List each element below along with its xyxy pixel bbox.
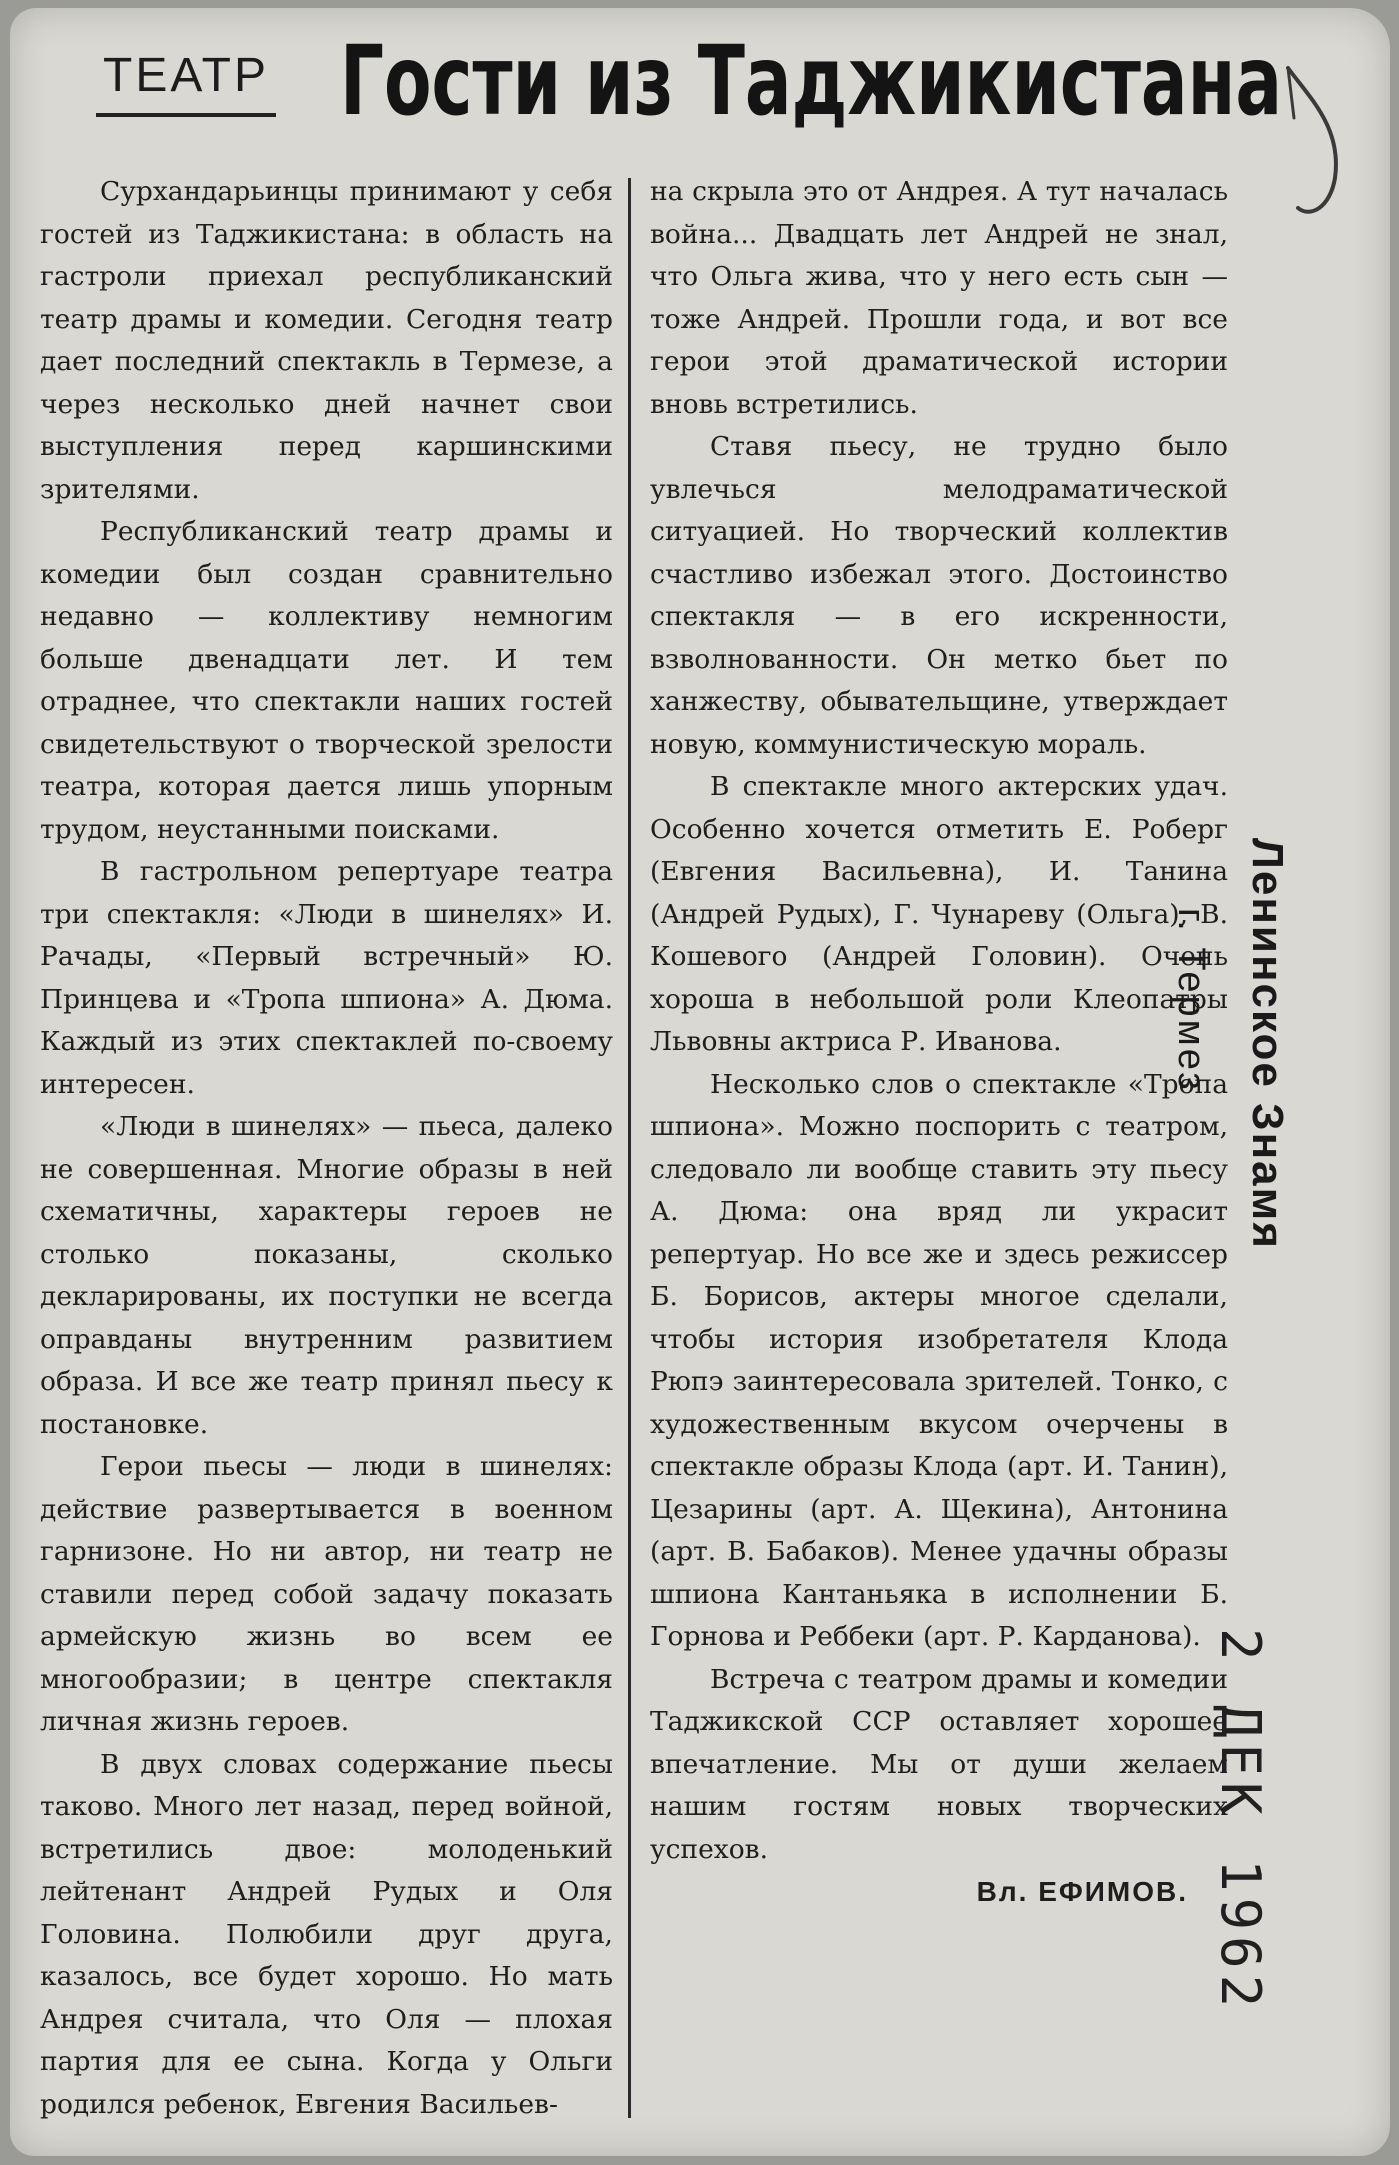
paragraph: Республиканский театр драмы и комедии был создан сравнительно недавно — коллективу немногим больше двенадцати лет. И тем отраднее, что спектакли наших гостей свидетельствуют о творческой зрелости театра, которая дается лишь упорным трудом, неустанными поисками. [40,516,613,845]
paragraph: В спектакле много актерских удач. Особенно хочется отметить Е. Роберг (Евгения Васильевна), И. Танина (Андрей Рудых), Г. Чунареву (Ольга), В. Кошевого (Андрей Головин). Очень хороша в небольшой роли Клеопатры Львовны актриса Р. Иванова. [650,771,1228,1057]
paragraph: В гастрольном репертуаре театра три спектакля: «Люди в шинелях» И. Рачады, «Первый встречный» Ю. Принцева и «Тропа шпиона» А. Дюма. Каждый из этих спектаклей по-своему интересен. [40,856,613,1100]
article-column-left [40,171,613,2126]
paragraph: Встреча с театром драмы и комедии Таджикской ССР оставляет хорошее впечатление. Мы от души желаем нашим гостям новых творческих успехов. [650,1663,1228,1865]
paragraph: Сурхандарьинцы принимают у себя гостей из Таджикистана: в область на гастроли приехал республиканский театр драмы и комедии. Сегодня театр дает последний спектакль в Термезе, а через несколько дней начнет свои выступления перед каршинскими зрителями. [40,176,613,505]
newspaper-clipping [10,8,1390,2156]
date-stamp: 2 ДЕК 1962 [1209,1628,1272,2014]
author-signature: Вл. ЕФИМОВ. [976,1876,1188,1907]
paragraph: Несколько слов о спектакле «Тропа шпиона». Можно поспорить с театром, следовало ли вообще ставить эту пьесу А. Дюма: она вряд ли украсит репертуар. Но все же и здесь режиссер Б. Борисов, актеры многое сделали, чтобы история изобретателя Клода Рюпэ заинтересовала зрителей. Тонко, с художественным вкусом очерчены в спектакле образы Клода (арт. И. Танин), Цезарины (арт. А. Щекина), Антонина (арт. В. Бабаков). Менее удачны образы шпиона Кантаньяка в исполнении Б. Горнова и Реббеки (арт. Р. Карданова). [650,1068,1228,1652]
paragraph-continuation: на скрыла это от Андрея. А тут началась война... Двадцать лет Андрей не знал, что Ольга жива, что у него есть сын — тоже Андрей. Прошли года, и вот все герои этой драматической истории вновь встретились. [650,176,1228,420]
pencil-mark-icon [1280,58,1350,228]
column-divider [628,178,631,2118]
paragraph: Ставя пьесу, не трудно было увлечься мелодраматической ситуацией. Но творческий коллектив счастливо избежал этого. Достоинство спектакля — в его искренности, взволнованности. Он метко бьет по ханжеству, обывательщине, утверждает новую, коммунистическую мораль. [650,431,1228,760]
paragraph: В двух словах содержание пьесы таково. Много лет назад, перед войной, встретились двое: молоденький лейтенант Андрей Рудых и Оля Головина. Полюбили друг друга, казалось, все будет хорошо. Но мать Андрея считала, что Оля — плохая партия для ее сына. Когда у Ольги родился ребенок, Евгения Васильев- [40,1748,613,2120]
paragraph: Герои пьесы — люди в шинелях: действие развертывается в военном гарнизоне. Но ни автор, ни театр не ставили перед собой задачу показать армейскую жизнь во всем ее многообразии; в центре спектакля личная жизнь героев. [40,1451,613,1737]
article-column-right [650,171,1228,1914]
rubric-label: ТЕАТР [96,48,276,117]
paragraph: «Люди в шинелях» — пьеса, далеко не совершенная. Многие образы в ней схематичны, характеры героев не столько показаны, сколько декларированы, их поступки не всегда оправданы внутренним развитием образа. И все же театр принял пьесу к постановке. [40,1111,613,1440]
article-headline: Гости из Таджикистана [340,25,1282,137]
newspaper-city: г. Термез [1170,908,1212,1093]
newspaper-name: Ленинское Знамя [1243,838,1292,1250]
